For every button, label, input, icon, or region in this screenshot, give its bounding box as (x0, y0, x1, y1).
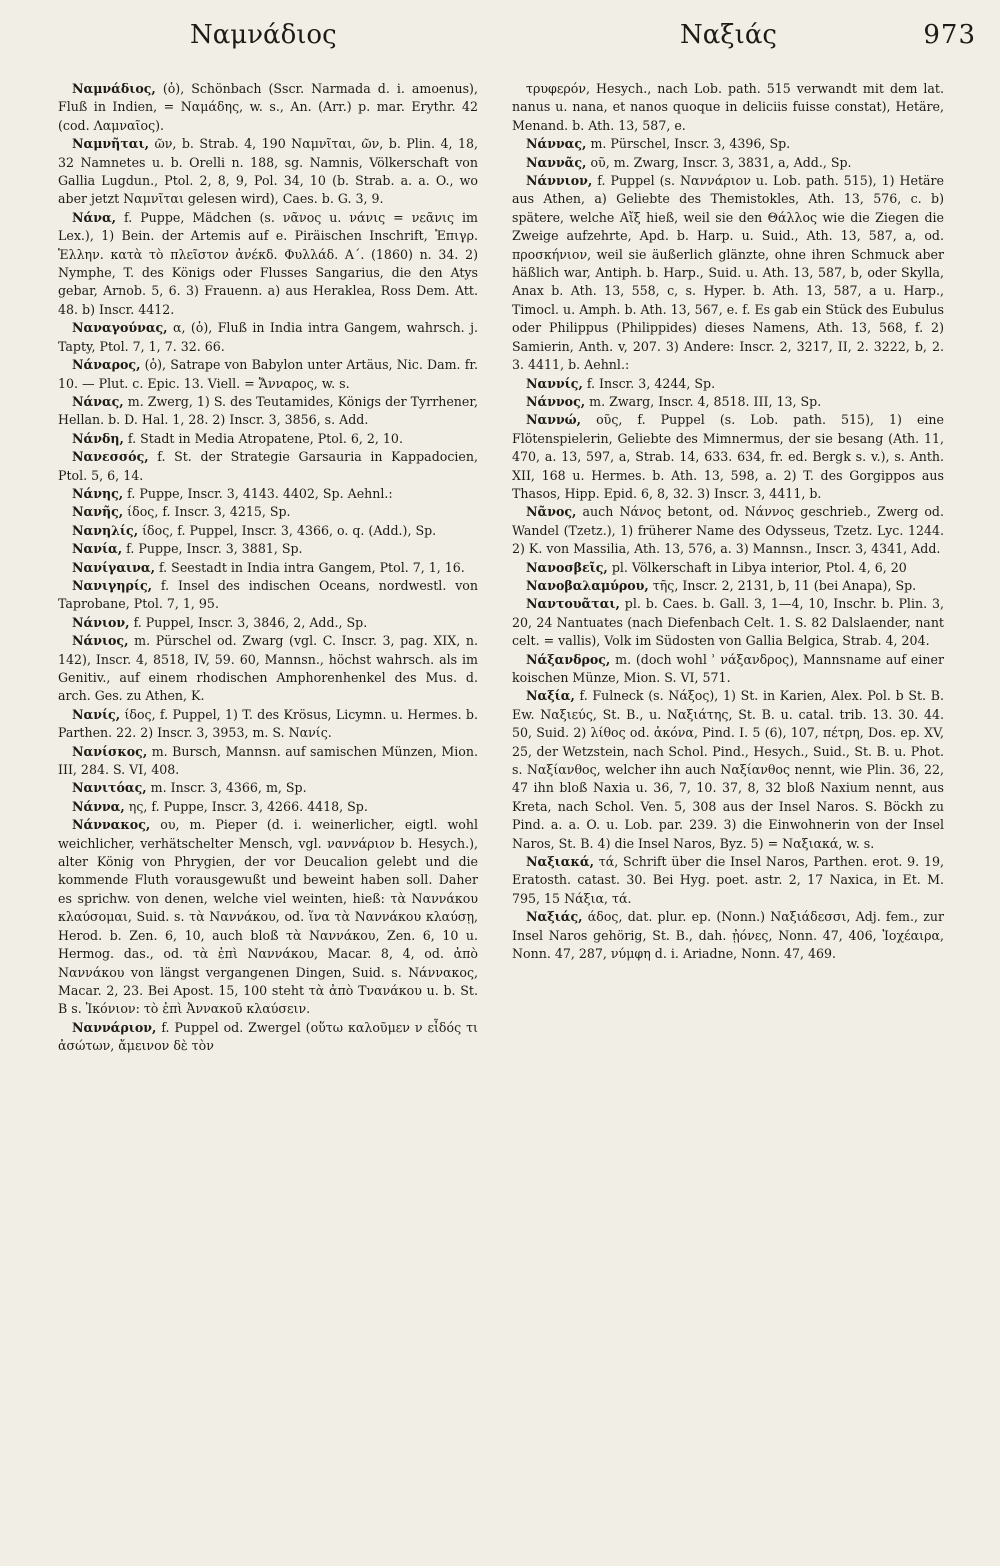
dictionary-entry (58, 743, 478, 780)
entry-text: (ὁ), Satrape von Babylon unter Artäus, Nic. Dam. fr. 10. — Plut. c. Epic. 13. Viell. = Ἄνναρος, w. s. (58, 357, 478, 391)
dictionary-entry (512, 80, 944, 135)
entry-headword: Νάννος, (526, 393, 586, 409)
entry-headword: Νάννας, (526, 136, 587, 152)
dictionary-entry (58, 559, 478, 577)
entry-headword: Νανιτόας, (72, 780, 147, 796)
dictionary-entry (58, 430, 478, 448)
entry-text: f. Seestadt in India intra Gangem, Ptol. 7, 1, 16. (158, 559, 465, 575)
entry-text: f. Fulneck (s. Νάξος), 1) St. in Karien, Alex. Pol. b St. B. Ew. Ναξιεύς, St. B., u. Ναξιάτης, St. B. u. catal. trib. 13. 30. 44. 50, Suid. 2) λίθος od. ἀκόνα, Pind. I. 5 (6), 107, πέτρη, Dos. ep. XV, 25, der Wetzstein, nach Schol. Pind., Hesych., Suid., St. B. u. Phot. s. Ναξίανθος, welcher ihn auch Ναξίανθος nennt, wie Plin. 36, 22, 47 ihn bloß Naxia u. 36, 7, 10. 37, 8, 32 bloß Naxium nennt, aus Kreta, nach Schol. Ven. 5, 308 aus der Insel Naros. S. Böckh zu Pind. a. a. O. u. Lob. par. 239. 3) die Einwohnerin von der Insel Naros, St. B. 4) die Insel Naros, Byz. 5) = Ναξιακά, w. s. (512, 688, 944, 851)
dictionary-entry (512, 154, 944, 172)
dictionary-entry (58, 1019, 478, 1056)
entry-text: f. Puppel (s. Ναννάριον u. Lob. path. 515), 1) Hetäre aus Athen, a) Geliebte des Themistokles, Ath. 13, 576, c. b) spätere, welche Αἴξ hieß, weil sie den Θάλλος wie die Ziegen die Zweige aufzehrte, Apd. b. Harp. u. Suid., Ath. 13, 587, a, od. προσκήνιον, weil sie äußerlich glänzte, ohne ihren Schmuck aber häßlich war, Antiph. b. Harp., Suid. u. Ath. 13, 587, b, oder Skylla, Anax b. Ath. 13, 558, c, s. Hyper. b. Ath. 13, 587, a u. Harp., Timocl. u. Amph. b. Ath. 13, 567, e. f. Es gab ein Stück des Eubulus oder Philippus (Philippides) dieses Namens, Ath. 13, 568, f. 2) Samierin, Anth. v, 207. 3) Andere: Inscr. 2, 3217, II, 2. 3222, b, 2. 3. 4411, b. Aehnl.: (512, 173, 944, 373)
entry-text: οῦ, m. Zwarg, Inscr. 3, 3831, a, Add., Sp. (590, 154, 852, 170)
dictionary-entry (512, 172, 944, 374)
entry-text: f. Insel des indischen Oceans, nordwestl. von Taprobane, Ptol. 7, 1, 95. (58, 577, 478, 612)
entry-headword: Νανία, (72, 541, 123, 557)
entry-text: ου, m. Pieper (d. i. weinerlicher, eigtl. wohl weichlicher, verhätschelter Mensch, vgl. ναννάριον b. Hesych.), alter König von Phrygien, der vor Deucalion gelebt und die kommende Fluth vorausgewußt und beweint haben soll. Daher es sprichw. von denen, welche viel weinten, hieß: τὰ Ναννάκου κλαύσομαι, Suid. s. τὰ Ναννάκου, od. ἵνα τὰ Ναννάκου κλαύσῃ, Herod. b. Zen. 6, 10, auch bloß τὰ Ναννάκου, Zen. 6, 10 u. Hermog. das., od. τὰ ἐπὶ Ναννάκου, Macar. 8, 4, od. ἀπὸ Ναννάκου von längst vergangenen Dingen, Suid. s. Νάννακος, Macar. 2, 23. Bei Apost. 15, 100 steht τὰ ἀπὸ Τνανάκου u. b. St. B s. Ἰκόνιον: τὸ ἐπὶ Ἀννακοῦ κλαύσειν. (58, 817, 478, 1017)
entry-text: ίδος, f. Puppel, 1) T. des Krösus, Licymn. u. Hermes. b. Parthen. 22. 2) Inscr. 3, 3953, m. S. Νανίς. (58, 706, 478, 741)
entry-text: οῦς, f. Puppel (s. Lob. path. 515), 1) eine Flötenspielerin, Geliebte des Mimnermus, der sie besang (Ath. 11, 470, a. 13, 597, a, Strab. 14, 633. 634, fr. ed. Bergk s. v.), s. Anth. XII, 168 u. Hermes. b. Ath. 13, 598, a. 2) T. des Gorgippos aus Thasos, Hipp. Epid. 6, 8, 32. 3) Inscr. 3, 4411, b. (512, 412, 944, 501)
entry-text: m. (doch wohl ʾ νάξανδρος), Mannsname auf einer koischen Münze, Mion. S. VI, 571. (512, 651, 944, 685)
entry-headword: Νάξανδρος, (526, 651, 611, 667)
entry-headword: Νανεσσός, (72, 449, 149, 465)
entry-text: f. Puppel od. Zwergel (οὕτω καλοῦμεν ν εἶδός τι ἀσώτων, ἄμεινον δὲ τὸν (58, 1019, 478, 1054)
entry-headword: Νανῆς, (72, 504, 124, 520)
entry-headword: Νᾶνος, (526, 504, 577, 520)
dictionary-entry (58, 614, 478, 632)
running-head-left: Ναμνάδιος (190, 20, 337, 50)
entry-headword: Ναμνῆται, (72, 136, 149, 152)
dictionary-entry (58, 816, 478, 1018)
entry-text: τῆς, Inscr. 2, 2131, b, 11 (bei Anapa), Sp. (652, 577, 917, 593)
entry-text: (ὁ), Schönbach (Sscr. Narmada d. i. amoenus), Fluß in Indien, = Ναμάδης, w. s., An. (Arr.) p. mar. Erythr. 42 (cod. Λαμναῖος). (58, 81, 478, 133)
entry-headword: Ναμνάδιος, (72, 81, 156, 96)
entry-text: pl. Völkerschaft in Libya interior, Ptol. 4, 6, 20 (611, 559, 907, 575)
entry-text: m. Pürschel, Inscr. 3, 4396, Sp. (590, 136, 791, 152)
dictionary-entry (58, 80, 478, 135)
entry-text: pl. b. Caes. b. Gall. 3, 1—4, 10, Inschr. b. Plin. 3, 20, 24 Nantuates (nach Diefenbach Celt. 1. S. 82 Dalslaender, nant celt. = vallis), Volk im Südosten von Gallia Belgica, Strab. 4, 204. (512, 596, 944, 649)
entry-headword: Νάνδη, (72, 430, 124, 446)
dictionary-entry (512, 687, 944, 853)
entry-headword: Νανοσβεῖς, (526, 559, 608, 575)
entry-headword: Ναννάριον, (72, 1019, 157, 1035)
entry-headword: Νάννακος, (72, 817, 151, 833)
entry-headword: Νανίγαινα, (72, 559, 155, 575)
dictionary-entry (58, 540, 478, 558)
entry-headword: Νάνας, (72, 393, 124, 409)
dictionary-entry (58, 393, 478, 430)
entry-text: ης, f. Puppe, Inscr. 3, 4266. 4418, Sp. (128, 798, 368, 814)
entry-headword: Νανοβαλαμύρου, (526, 577, 649, 593)
left-column (58, 80, 478, 1056)
page-number: 973 (923, 20, 976, 50)
entry-text: f. Inscr. 3, 4244, Sp. (586, 375, 716, 391)
entry-headword: Νανιγηρίς, (72, 577, 153, 593)
entry-text: f. Stadt in Media Atropatene, Ptol. 6, 2, 10. (127, 430, 403, 446)
entry-text: m. Pürschel od. Zwarg (vgl. C. Inscr. 3, pag. XIX, n. 142), Inscr. 4, 8518, IV, 59. 60, Mannsn., höchst wahrsch. als im Genitiv., auf einem rhodischen Amphorenhenkel des Mus. d. arch. Ges. zu Athen, K. (58, 633, 478, 704)
dictionary-entry (58, 448, 478, 485)
dictionary-entry (512, 559, 944, 577)
entry-text: τρυφερόν, Hesych., nach Lob. path. 515 verwandt mit dem lat. nanus u. nana, et nanos quoque in deliciis fuisse constat), Hetäre, Menand. b. Ath. 13, 587, e. (512, 81, 944, 133)
entry-text: άδος, dat. plur. ep. (Nonn.) Ναξιάδεσσι, Adj. fem., zur Insel Naros gehörig, St. B., dah. ᾐόνες, Nonn. 47, 406, Ἰοχέαιρα, Nonn. 47, 287, νύμφη d. i. Ariadne, Nonn. 47, 469. (512, 909, 944, 962)
entry-headword: Νάνα, (72, 209, 117, 225)
dictionary-entry (58, 485, 478, 503)
entry-text: f. Puppe, Inscr. 3, 3881, Sp. (126, 541, 303, 557)
entry-headword: Ναννίς, (526, 375, 583, 391)
dictionary-entry (512, 375, 944, 393)
dictionary-entry (512, 651, 944, 688)
dictionary-entry (58, 503, 478, 521)
entry-headword: Ναξία, (526, 688, 575, 704)
dictionary-entry (58, 632, 478, 706)
dictionary-entry (512, 393, 944, 411)
entry-text: f. Puppe, Mädchen (s. νᾶνος u. νάνις = νεᾶνις im Lex.), 1) Bein. der Artemis auf e. Piräischen Inschrift, Ἐπιγρ. Ἑλλην. κατὰ τὸ πλεῖστον ἀνέκδ. Φυλλάδ. Α΄. (1860) n. 34. 2) Nymphe, T. des Königs oder Flusses Sangarius, die den Atys gebar, Arnob. 5, 6. 3) Frauenn. a) aus Heraklea, Ross Dem. Att. 48. b) Inscr. 4412. (58, 209, 478, 317)
running-head-right: Ναξιάς (680, 20, 777, 50)
entry-headword: Ναννᾶς, (526, 154, 587, 170)
entry-text: ίδος, f. Puppel, Inscr. 3, 4366, o. q. (Add.), Sp. (142, 522, 437, 538)
entry-text: m. Zwerg, 1) S. des Teutamides, Königs der Tyrrhener, Hellan. b. D. Hal. 1, 28. 2) Inscr. 3, 3856, s. Add. (58, 393, 478, 428)
dictionary-entry (512, 577, 944, 595)
dictionary-entry (512, 853, 944, 908)
entry-text: α, (ὁ), Fluß in India intra Gangem, wahrsch. j. Tapty, Ptol. 7, 1, 7. 32. 66. (58, 320, 478, 354)
entry-headword: Νάνιος, (72, 633, 129, 649)
dictionary-entry (58, 798, 478, 816)
dictionary-entry (58, 319, 478, 356)
entry-text: f. Puppel, Inscr. 3, 3846, 2, Add., Sp. (133, 614, 368, 630)
entry-text: f. St. der Strategie Garsauria in Kappadocien, Ptol. 5, 6, 14. (58, 449, 478, 483)
entry-headword: Νανίσκος, (72, 743, 148, 759)
entry-text: m. Inscr. 3, 4366, m, Sp. (150, 780, 307, 796)
entry-headword: Νάνης, (72, 485, 124, 501)
entry-text: ῶν, b. Strab. 4, 190 Ναμνῖται, ῶν, b. Plin. 4, 18, 32 Namnetes u. b. Orelli n. 188, sg. Namnis, Völkerschaft von Gallia Lugdun., Ptol. 2, 8, 9, Pol. 34, 10 (b. Strab. a. a. O., wo aber jetzt Ναμνῖται gelesen wird), Caes. b. G. 3, 9. (58, 136, 478, 207)
dictionary-entry (58, 209, 478, 319)
right-column (512, 80, 944, 964)
dictionary-entry (58, 577, 478, 614)
dictionary-entry (58, 706, 478, 743)
entry-headword: Ναναγούνας, (72, 320, 168, 336)
dictionary-entry (512, 411, 944, 503)
dictionary-entry (58, 522, 478, 540)
dictionary-entry (512, 595, 944, 650)
dictionary-entry (512, 135, 944, 153)
dictionary-entry (58, 779, 478, 797)
entry-headword: Νανίς, (72, 706, 121, 722)
entry-headword: Νάναρος, (72, 357, 141, 373)
entry-text: auch Νάνος betont, od. Νάννος geschrieb., Zwerg od. Wandel (Tzetz.), 1) früherer Name des Odysseus, Tzetz. Lyc. 1244. 2) K. von Massilia, Ath. 13, 576, a. 3) Mannsn., Inscr. 3, 4341, Add. (512, 504, 944, 557)
entry-headword: Νάνιον, (72, 614, 130, 630)
entry-headword: Νανηλίς, (72, 522, 139, 538)
entry-text: m. Zwarg, Inscr. 4, 8518. III, 13, Sp. (589, 393, 822, 409)
entry-text: τά, Schrift über die Insel Naros, Parthen. erot. 9. 19, Eratosth. catast. 30. Bei Hyg. poet. astr. 2, 17 Naxica, in Et. M. 795, 15 Νάξια, τά. (512, 854, 944, 906)
entry-text: f. Puppe, Inscr. 3, 4143. 4402, Sp. Aehnl.: (127, 485, 393, 501)
entry-headword: Ναξιάς, (526, 909, 583, 925)
entry-headword: Νάννα, (72, 798, 125, 814)
dictionary-entry (58, 135, 478, 209)
entry-text: m. Bursch, Mannsn. auf samischen Münzen, Mion. III, 284. S. VI, 408. (58, 743, 478, 778)
entry-headword: Νάννιον, (526, 173, 593, 189)
dictionary-entry (512, 503, 944, 558)
entry-headword: Ναννώ, (526, 412, 582, 428)
entry-headword: Ναντουᾶται, (526, 596, 620, 612)
dictionary-entry (58, 356, 478, 393)
entry-headword: Ναξιακά, (526, 854, 594, 870)
dictionary-entry (512, 908, 944, 963)
entry-text: ίδος, f. Inscr. 3, 4215, Sp. (127, 504, 291, 520)
